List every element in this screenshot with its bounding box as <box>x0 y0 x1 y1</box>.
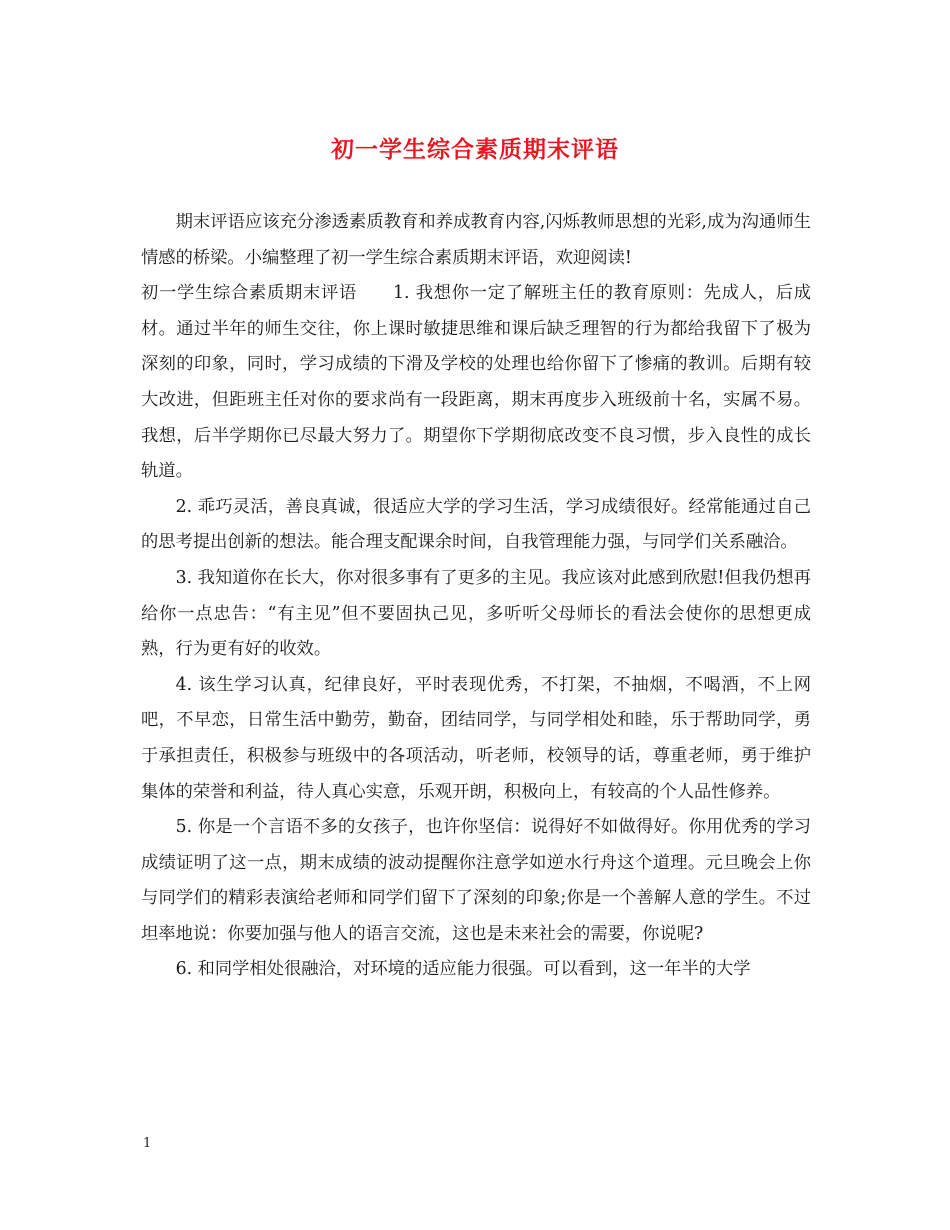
comment-item-6: 6. 和同学相处很融洽，对环境的适应能力很强。可以看到，这一年半的大学 <box>175 959 751 980</box>
comment-item-5: 5. 你是一个言语不多的女孩子，也许你坚信：说得好不如做得好。你用优秀的学习成绩证明了这一点，期末成绩的波动提醒你注意学如逆水行舟这个道理。元旦晚会上你与同学们的精彩表演给老师和同学们留下了深刻的印象;你是一个善解人意的学生。不过坦率地说：你要加强与他人的语言交流，这也是未来社会的需要，你说呢? <box>141 817 811 944</box>
document-body <box>141 205 811 988</box>
comment-item-4: 4. 该生学习认真，纪律良好，平时表现优秀，不打架，不抽烟，不喝酒，不上网吧，不早恋，日常生活中勤劳，勤奋，团结同学，与同学相处和睦，乐于帮助同学，勇于承担责任，积极参与班级中的各项活动，听老师，校领导的话，尊重老师，勇于维护集体的荣誉和利益，待人真心实意，乐观开朗，积极向上，有较高的个人品性修养。 <box>141 674 811 802</box>
section-paragraph <box>141 276 811 490</box>
comment-item-3: 3. 我知道你在长大，你对很多事有了更多的主见。我应该对此感到欣慰!但我仍想再给你一点忠告：“有主见”但不要固执己见，多听听父母师长的看法会使你的思想更成熟，行为更有好的收效。 <box>141 567 811 660</box>
page-number: 1 <box>143 1136 152 1151</box>
intro-paragraph: 期末评语应该充分渗透素质教育和养成教育内容,闪烁教师思想的光彩,成为沟通师生情感的桥梁。小编整理了初一学生综合素质期末评语，欢迎阅读! <box>141 212 811 268</box>
section-heading: 初一学生综合素质期末评语 <box>141 283 358 304</box>
comment-item-1: 1. 我想你一定了解班主任的教育原则：先成人，后成材。通过半年的师生交往，你上课时敏捷思维和课后缺乏理智的行为都给我留下了极为深刻的印象，同时，学习成绩的下滑及学校的处理也给你留下了惨痛的教训。后期有较大改进，但距班主任对你的要求尚有一段距离，期末再度步入班级前十名，实属不易。我想，后半学期你已尽最大努力了。期望你下学期彻底改变不良习惯，步入良性的成长轨道。 <box>141 283 811 482</box>
comment-item-2: 2. 乖巧灵活，善良真诚，很适应大学的学习生活，学习成绩很好。经常能通过自己的思考提出创新的想法。能合理支配课余时间，自我管理能力强，与同学们关系融洽。 <box>141 496 811 553</box>
document-title: 初一学生综合素质期末评语 <box>331 136 619 163</box>
